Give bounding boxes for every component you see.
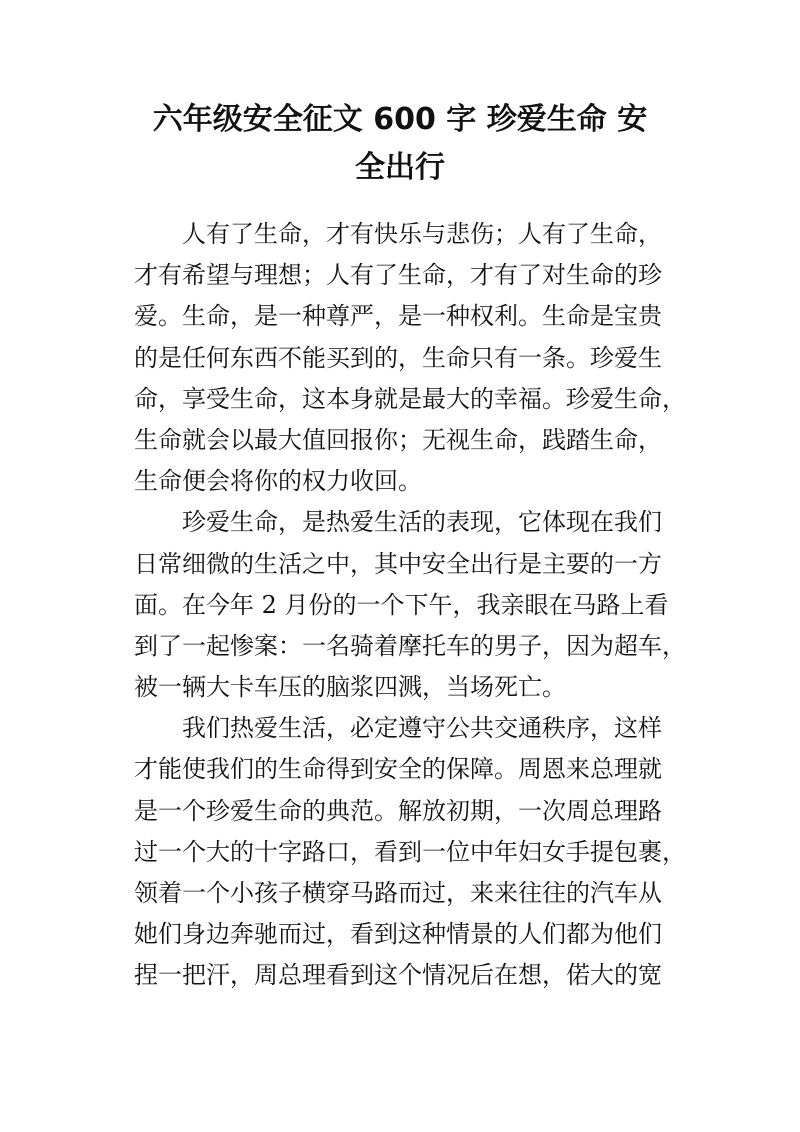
text-line: 我们热爱生活，必定遵守公共交通秩序，这样 xyxy=(182,714,662,743)
text-line: 才能使我们的生命得到安全的保障。周恩来总理就 xyxy=(134,755,662,784)
title-line-1: 六年级安全征文 600 字 珍爱生命 安 xyxy=(152,102,648,137)
text-line: 才有希望与理想；人有了生命，才有了对生命的珍 xyxy=(134,261,662,290)
text-line: 生命就会以最大值回报你；无视生命，践踏生命， xyxy=(134,425,662,454)
text-line: 人有了生命，才有快乐与悲伤；人有了生命， xyxy=(182,220,662,248)
text-line: 是一个珍爱生命的典范。解放初期，一次周总理路 xyxy=(134,796,662,825)
text-line: 爱。生命，是一种尊严，是一种权利。生命是宝贵 xyxy=(134,302,662,331)
text-line: 过一个大的十字路口，看到一位中年妇女手提包裹， xyxy=(134,837,686,866)
text-line: 面。在今年 2 月份的一个下午，我亲眼在马路上看 xyxy=(134,590,669,619)
text-line: 日常细微的生活之中，其中安全出行是主要的一方 xyxy=(134,549,662,578)
paragraph-3 xyxy=(134,708,686,996)
text-line: 命，享受生命，这本身就是最大的幸福。珍爱生命， xyxy=(134,384,686,413)
paragraph-2 xyxy=(134,502,686,708)
text-line: 捏一把汗，周总理看到这个情况后在想，偌大的宽 xyxy=(134,961,662,990)
text-line: 珍爱生命，是热爱生活的表现，它体现在我们 xyxy=(182,508,662,537)
title-line-2: 全出行 xyxy=(355,150,445,185)
text-line: 到了一起惨案：一名骑着摩托车的男子，因为超车， xyxy=(134,631,686,660)
text-line: 领着一个小孩子横穿马路而过，来来往往的汽车从 xyxy=(134,879,662,907)
paragraph-1 xyxy=(134,214,686,502)
text-line: 生命便会将你的权力收回。 xyxy=(134,467,422,496)
document-title xyxy=(120,96,680,192)
document-body xyxy=(134,214,686,997)
text-line: 被一辆大卡车压的脑浆四溅，当场死亡。 xyxy=(134,673,566,702)
text-line: 她们身边奔驰而过，看到这种情景的人们都为他们 xyxy=(134,920,662,949)
text-line: 的是任何东西不能买到的，生命只有一条。珍爱生 xyxy=(134,343,662,372)
